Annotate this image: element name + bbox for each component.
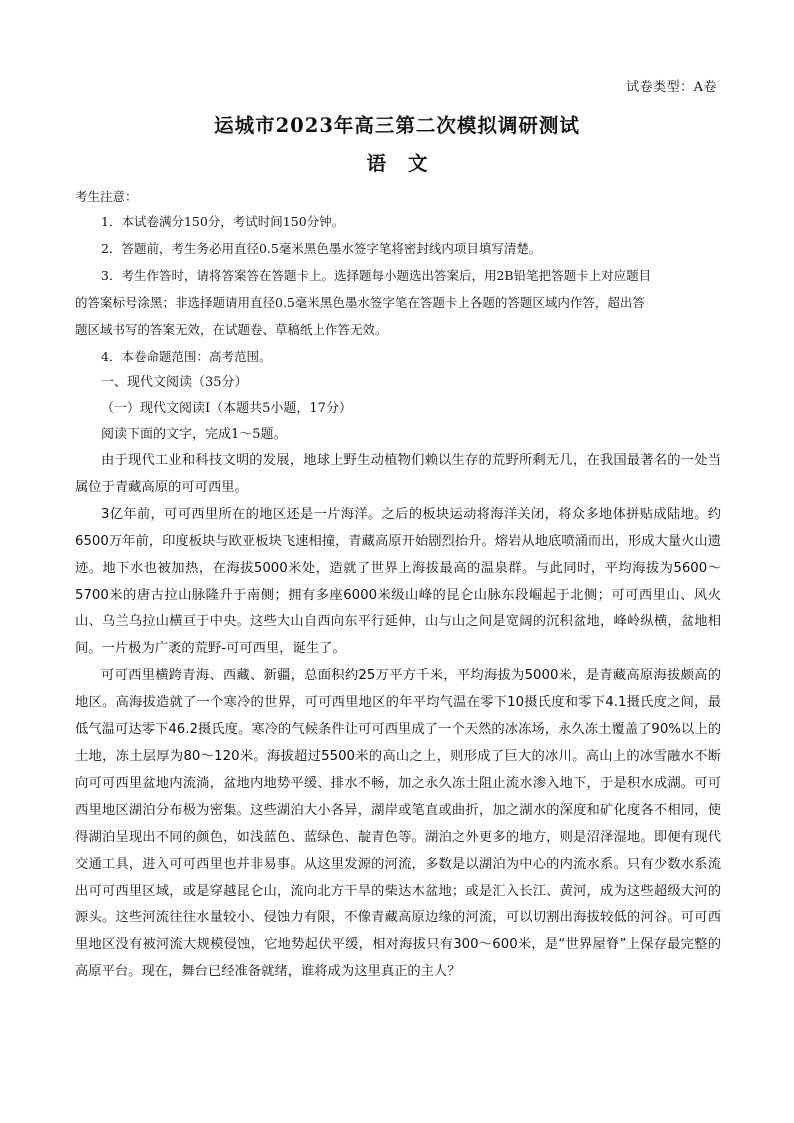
- notice-item-1: 1．本试卷满分150分，考试时间150分钟。: [101, 214, 345, 229]
- exam-title: 运城市2023年高三第二次模拟调研测试: [214, 114, 580, 137]
- notice-item-3-cont2: 题区域书写的答案无效，在试题卷、草稿纸上作答无效。: [75, 322, 388, 337]
- passage-paragraph-2: 3亿年前，可可西里所在的地区还是一片海洋。之后的板块运动将海洋关闭，将众多地体拼贴成陆地。约6500万年前，印度板块与欧亚板块飞速相撞，青藏高原开始剧烈抬升。熔岩从地底喷涌而出，形成大量火山遗迹。地下水也被加热，在海拔5000米处，造就了世界上海拔最高的温泉群。与此同时，平均海拔为5600～5700米的唐古拉山脉隆升于南侧；拥有多座6000米级山峰的昆仑山脉东段崛起于北侧；可可西里山、风火山、乌兰乌拉山横亘于中央。这些大山自西向东平行延伸，山与山之间是宽阔的沉积盆地，峰岭纵横，盆地相间。一片极为广袤的荒野-可可西里，诞生了。: [75, 506, 721, 657]
- exam-content: [75, 186, 721, 986]
- paper-type-label: 试卷类型：A卷: [626, 80, 717, 95]
- notice-item-3-cont: 的答案标号涂黑；非选择题请用直径0.5毫米黑色墨水签字笔在答题卡上各题的答题区域内作答，超出答: [75, 295, 645, 310]
- subject-title: 语文: [366, 152, 450, 175]
- notice-heading: 考生注意：: [75, 189, 138, 204]
- reading-instruction: 阅读下面的文字，完成1～5题。: [101, 427, 287, 442]
- subsection-heading-reading-1: （一）现代文阅读Ⅰ（本题共5小题，17分）: [101, 401, 352, 416]
- notice-item-3: 3．考生作答时，请将答案答在答题卡上。选择题每小题选出答案后，用2B铅笔把答题卡上对应题目: [101, 268, 652, 283]
- notice-item-2: 2．答题前，考生务必用直径0.5毫米黑色墨水签字笔将密封线内项目填写清楚。: [101, 241, 542, 256]
- notice-item-4: 4．本卷命题范围：高考范围。: [101, 349, 272, 364]
- passage-paragraph-3: 可可西里横跨青海、西藏、新疆，总面积约25万平方千米，平均海拔为5000米，是青藏高原海拔颇高的地区。高海拔造就了一个寒冷的世界，可可西里地区的年平均气温在零下10摄氏度和零下4.1摄氏度之间，最低气温可达零下46.2摄氏度。寒冷的气候条件让可可西里成了一个天然的冰冻场，永久冻土覆盖了90%以上的土地，冻土层厚为80～120米。海拔超过5500米的高山之上，则形成了巨大的冰川。高山上的冰雪融水不断向可可西里盆地内流淌，盆地内地势平缓、排水不畅，加之永久冻土阻止流水渗入地下，于是积水成湖。可可西里地区湖泊分布极为密集。这些湖泊大小各异，湖岸或笔直或曲折，加之湖水的深度和矿化度各不相同，使得湖泊呈现出不同的颜色，如浅蓝色、蓝绿色、靛青色等。湖泊之外更多的地方，则是沼泽湿地。即便有现代交通工具，进入可可西里也并非易事。从这里发源的河流，多数是以湖泊为中心的内流水系。只有少数水系流出可可西里区域，或是穿越昆仑山，流向北方干旱的柴达木盆地；或是汇入长江、黄河，成为这些超级大河的源头。这些河流往往水量较小、侵蚀力有限，不像青藏高原边缘的河流，可以切割出海拔较低的河谷。可可西里地区没有被河流大规模侵蚀，它地势起伏平缓，相对海拔只有300～600米，是“世界屋脊”上保存最完整的高原平台。现在，舞台已经准备就绪，谁将成为这里真正的主人？: [75, 668, 721, 980]
- passage-paragraph-1: 由于现代工业和科技文明的发展，地球上野生动植物们赖以生存的荒野所剩无几，在我国最著名的一处当属位于青藏高原的可可西里。: [75, 453, 721, 495]
- section-heading-modern-reading: 一、现代文阅读（35分）: [101, 375, 248, 390]
